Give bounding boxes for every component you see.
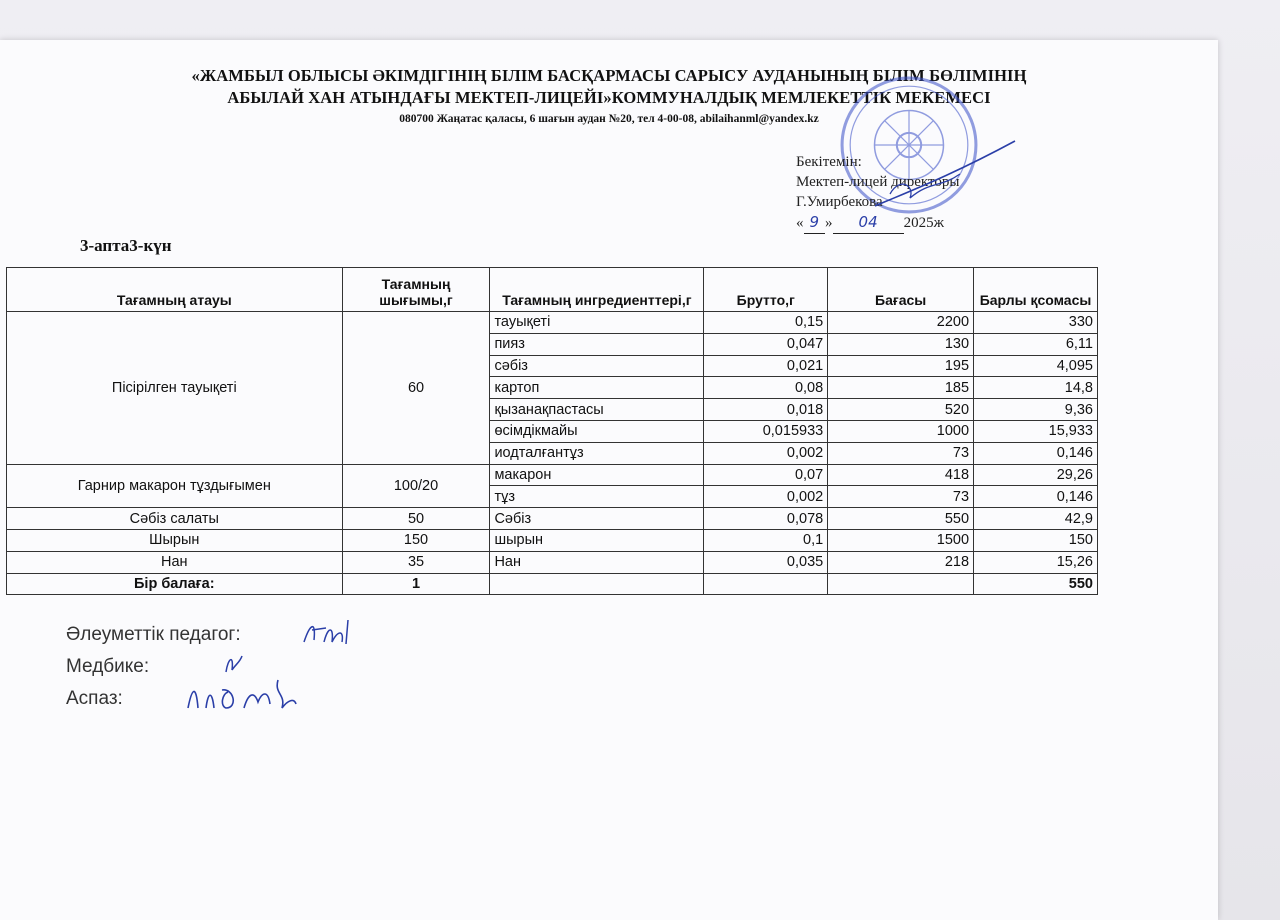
sum-cell: 29,26 xyxy=(974,464,1098,486)
sum-cell: 14,8 xyxy=(974,377,1098,399)
price-cell: 1500 xyxy=(828,529,974,551)
price-cell: 185 xyxy=(828,377,974,399)
brutto-cell: 0,021 xyxy=(704,355,828,377)
total-yield-cell: 1 xyxy=(342,573,490,595)
dish-yield-cell: 35 xyxy=(342,551,490,573)
date-day-field xyxy=(804,212,826,234)
brutto-cell: 0,002 xyxy=(704,486,828,508)
dish-yield-cell: 50 xyxy=(342,508,490,530)
ingredient-cell: шырын xyxy=(490,529,704,551)
brutto-cell: 0,07 xyxy=(704,464,828,486)
social-pedagogue-signature xyxy=(300,616,360,650)
menu-table xyxy=(6,267,1098,595)
brutto-cell: 0,15 xyxy=(704,312,828,334)
price-cell: 1000 xyxy=(828,420,974,442)
dish-yield-cell: 100/20 xyxy=(342,464,490,508)
dish-name-cell: Гарнир макарон тұздығымен xyxy=(7,464,343,508)
col-total-sum: Барлы қсомасы xyxy=(974,268,1098,312)
col-ingredients: Тағамның ингредиенттері,г xyxy=(490,268,704,312)
brutto-cell: 0,08 xyxy=(704,377,828,399)
sum-cell: 330 xyxy=(974,312,1098,334)
price-cell: 195 xyxy=(828,355,974,377)
sum-cell: 4,095 xyxy=(974,355,1098,377)
sum-cell: 6,11 xyxy=(974,333,1098,355)
approval-director-name: Г.Умирбекова xyxy=(796,194,883,210)
sum-cell: 15,933 xyxy=(974,420,1098,442)
ingredient-cell: иодталғантұз xyxy=(490,442,704,464)
price-cell: 73 xyxy=(828,442,974,464)
empty-cell xyxy=(490,573,704,595)
total-label-cell: Бір балаға: xyxy=(7,573,343,595)
ingredient-cell: Нан xyxy=(490,551,704,573)
ingredient-cell: қызанақпастасы xyxy=(490,399,704,421)
table-row xyxy=(7,551,1098,573)
week-day-label: 3-апта3-күн xyxy=(80,236,172,255)
sum-cell: 9,36 xyxy=(974,399,1098,421)
date-year: 2025ж xyxy=(903,215,945,231)
table-row xyxy=(7,529,1098,551)
table-row xyxy=(7,508,1098,530)
cook-signature xyxy=(182,674,302,718)
price-cell: 130 xyxy=(828,333,974,355)
document-sheet xyxy=(0,40,1218,920)
brutto-cell: 0,018 xyxy=(704,399,828,421)
price-cell: 218 xyxy=(828,551,974,573)
org-title-line2: АБЫЛАЙ ХАН АТЫНДАҒЫ МЕКТЕП-ЛИЦЕЙІ»КОММУНАЛДЫҚ МЕМЛЕКЕТТІК МЕКЕМЕСІ xyxy=(227,88,991,107)
ingredient-cell: Сәбіз xyxy=(490,508,704,530)
dish-name-cell: Пісірілген тауықеті xyxy=(7,312,343,465)
dish-name-cell: Нан xyxy=(7,551,343,573)
dish-yield-cell: 60 xyxy=(342,312,490,465)
dish-name-cell: Сәбіз салаты xyxy=(7,508,343,530)
col-yield: Тағамның шығымы,г xyxy=(342,268,490,312)
ingredient-cell: пияз xyxy=(490,333,704,355)
approval-label: Бекітемін: xyxy=(796,154,862,170)
ingredient-cell: тұз xyxy=(490,486,704,508)
brutto-cell: 0,002 xyxy=(704,442,828,464)
sum-cell: 0,146 xyxy=(974,442,1098,464)
signature-social-pedagogue: Әлеуметтік педагог: xyxy=(66,624,241,645)
date-quote-close: » xyxy=(825,215,833,231)
total-sum-cell: 550 xyxy=(974,573,1098,595)
brutto-cell: 0,1 xyxy=(704,529,828,551)
col-brutto: Брутто,г xyxy=(704,268,828,312)
table-body xyxy=(7,312,1098,595)
table-header-row xyxy=(7,268,1098,312)
brutto-cell: 0,035 xyxy=(704,551,828,573)
date-day: 9 xyxy=(809,213,820,231)
ingredient-cell: макарон xyxy=(490,464,704,486)
price-cell: 520 xyxy=(828,399,974,421)
director-signature xyxy=(870,136,1020,216)
ingredient-cell: сәбіз xyxy=(490,355,704,377)
ingredient-cell: тауықеті xyxy=(490,312,704,334)
table-row xyxy=(7,312,1098,334)
price-cell: 73 xyxy=(828,486,974,508)
dish-yield-cell: 150 xyxy=(342,529,490,551)
col-price: Бағасы xyxy=(828,268,974,312)
table-row xyxy=(7,464,1098,486)
signature-cook: Аспаз: xyxy=(66,688,123,709)
price-cell: 418 xyxy=(828,464,974,486)
sum-cell: 150 xyxy=(974,529,1098,551)
ingredient-cell: картоп xyxy=(490,377,704,399)
price-cell: 550 xyxy=(828,508,974,530)
price-cell: 2200 xyxy=(828,312,974,334)
date-quote-open: « xyxy=(796,215,804,231)
sum-cell: 42,9 xyxy=(974,508,1098,530)
brutto-cell: 0,015933 xyxy=(704,420,828,442)
empty-cell xyxy=(704,573,828,595)
col-dish-name: Тағамның атауы xyxy=(7,268,343,312)
sum-cell: 0,146 xyxy=(974,486,1098,508)
signature-nurse: Медбике: xyxy=(66,656,150,677)
empty-cell xyxy=(828,573,974,595)
total-row xyxy=(7,573,1098,595)
sum-cell: 15,26 xyxy=(974,551,1098,573)
org-title-line1: «ЖАМБЫЛ ОБЛЫСЫ ӘКІМДІГІНІҢ БІЛІМ БАСҚАРМАСЫ САРЫСУ АУДАНЫНЫҢ БІЛІМ БӨЛІМІНІҢ xyxy=(191,66,1027,85)
dish-name-cell: Шырын xyxy=(7,529,343,551)
org-address: 080700 Жаңатас қаласы, 6 шағын аудан №20, тел 4-00-08, abilaihanml@yandex.kz xyxy=(399,113,819,125)
brutto-cell: 0,078 xyxy=(704,508,828,530)
brutto-cell: 0,047 xyxy=(704,333,828,355)
ingredient-cell: өсімдікмайы xyxy=(490,420,704,442)
date-month: 04 xyxy=(858,213,878,231)
approval-position: Мектеп-лицей директоры xyxy=(796,174,960,190)
